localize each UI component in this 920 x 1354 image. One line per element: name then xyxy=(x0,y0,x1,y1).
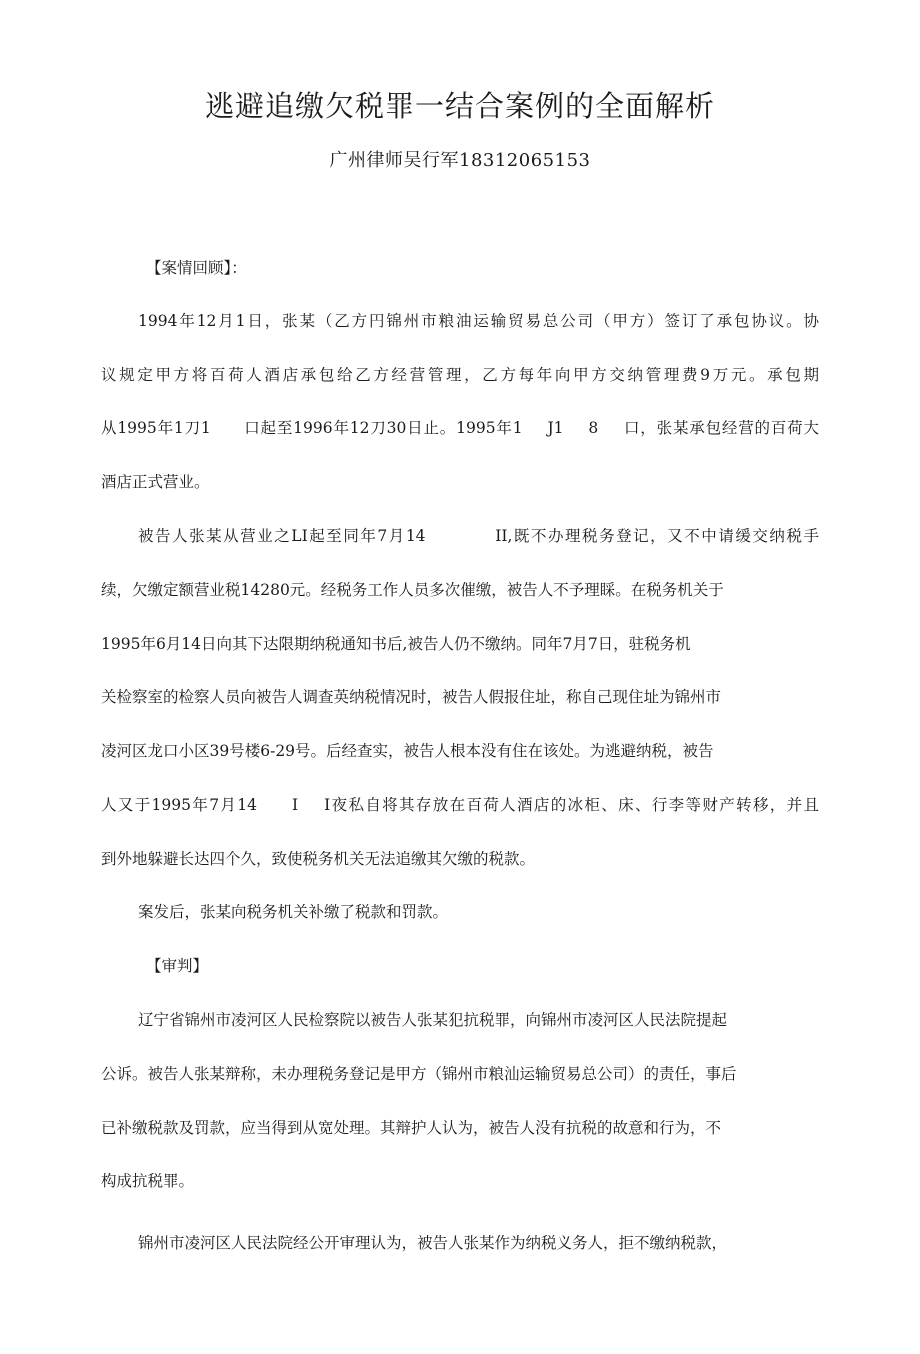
text-line: 从1995年1刀1 口起至1996年12刀30日止。1995年1 J1 8 口，张某承包经营的百荷大 xyxy=(101,419,819,437)
text-line: 已补缴税款及罚款，应当得到从宽处理。其辩护人认为，被告人没有抗税的故意和行为，不 xyxy=(101,1119,722,1137)
text-line: 1995年6月14日向其下达限期纳税通知书后,被告人仍不缴纳。同年7月7日，驻税务机 xyxy=(101,635,691,653)
section-heading-case-review: 【案情回顾】： xyxy=(146,259,247,277)
text-line: 关检察室的检察人员向被告人调查英纳税情况时，被告人假报住址，称自己现住址为锦州市 xyxy=(101,688,722,706)
document-title: 逃避追缴欠税罪一结合案例的全面解析 xyxy=(204,89,715,123)
text-line: 案发后，张某向税务机关补缴了税款和罚款。 xyxy=(138,903,449,921)
text-line: 凌河区龙口小区39号楼6-29号。后经查实，被告人根本没有住在该处。为逃避纳税，被告 xyxy=(101,742,714,760)
section-heading-trial: 【审判】 xyxy=(146,957,209,975)
text-line: 人又于1995年7月14 I I夜私自将其存放在百荷人酒店的冰柜、床、行李等财产转移，并且 xyxy=(101,796,819,814)
text-line: 酒店正式营业。 xyxy=(101,473,210,491)
text-line: 构成抗税罪。 xyxy=(101,1172,195,1190)
text-line: 续，欠缴定额营业税14280元。经税务工作人员多次催缴，被告人不予理睬。在税务机关于 xyxy=(101,581,724,599)
text-line: 到外地躲避长达四个久，致使税务机关无法追缴其欠缴的税款。 xyxy=(101,850,536,868)
text-line: 1994年12月1日，张某（乙方円锦州市粮油运输贸易总公司（甲方）签订了承包协议。协 xyxy=(138,312,819,330)
text-line: 辽宁省锦州市凌河区人民检察院以被告人张某犯抗税罪，向锦州市凌河区人民法院提起 xyxy=(138,1011,728,1029)
text-line: 被告人张某从营业之LI起至同年7月14 II,既不办理税务登记，又不中请缓交纳税手 xyxy=(138,527,819,545)
text-line: 锦州市凌河区人民法院经公开审理认为，被告人张某作为纳税义务人，拒不缴纳税款， xyxy=(138,1234,728,1252)
document-author: 广州律师吴行军18312065153 xyxy=(329,150,591,171)
text-line: 议规定甲方将百荷人酒店承包给乙方经营管理，乙方每年向甲方交纳管理费9万元。承包期 xyxy=(101,366,819,384)
text-line: 公诉。被告人张某辩称，未办理税务登记是甲方（锦州市粮汕运输贸易总公司）的责任，事后 xyxy=(101,1065,737,1083)
